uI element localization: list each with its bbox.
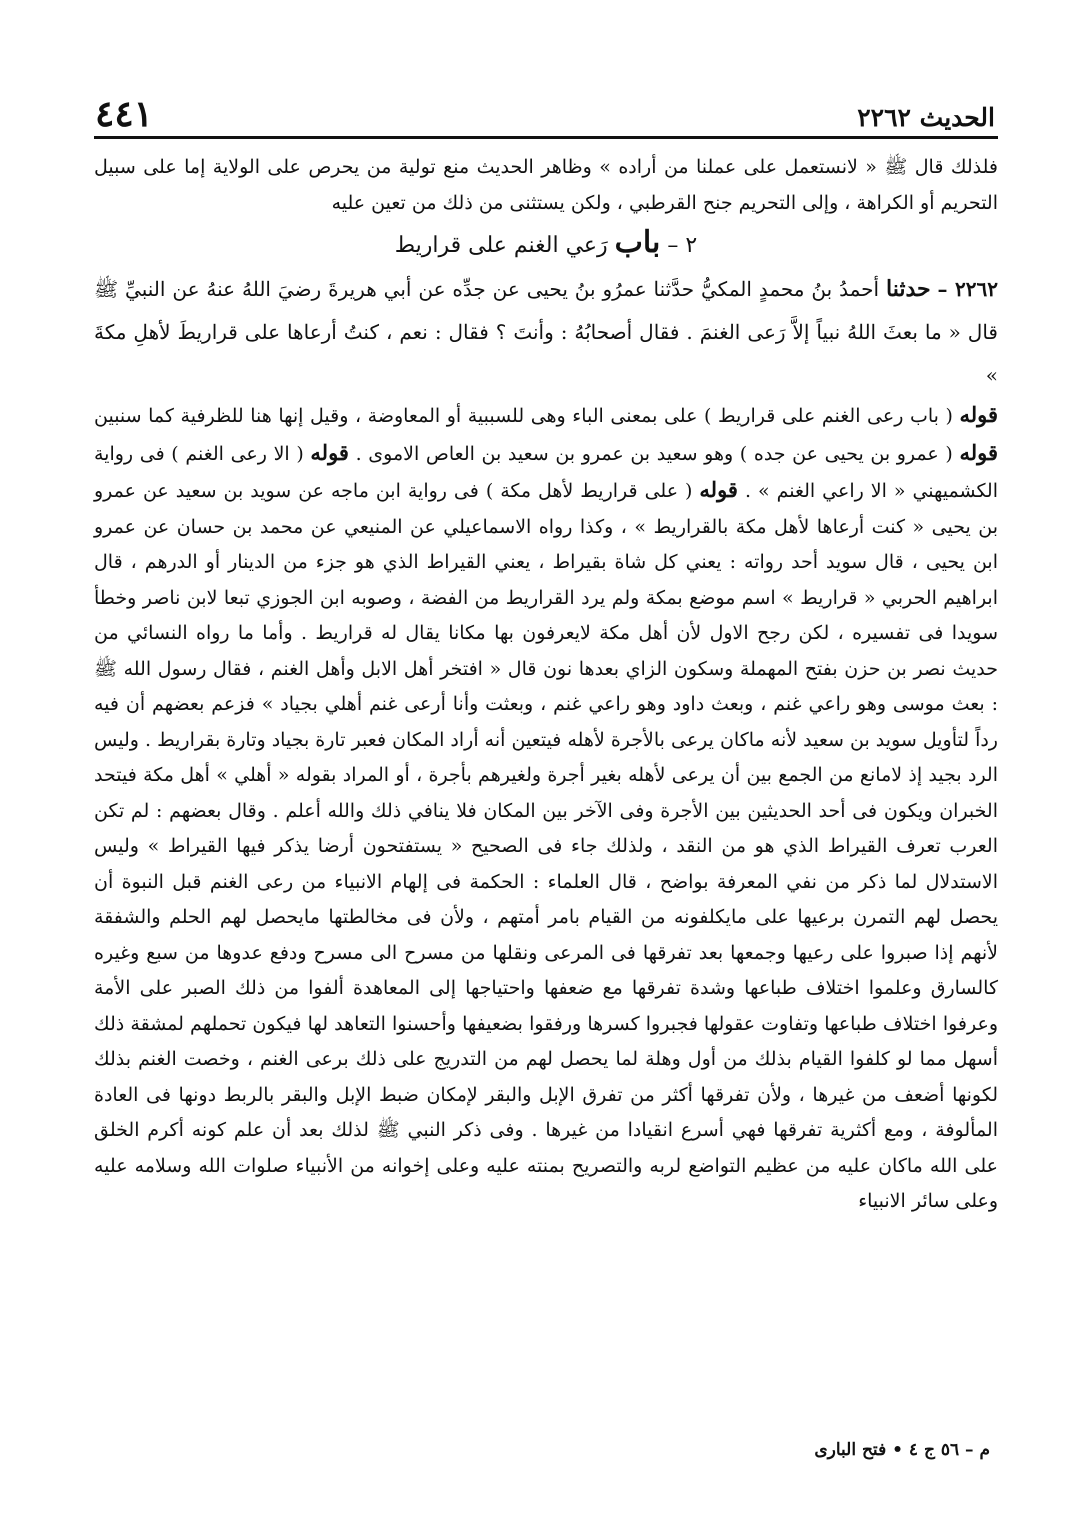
commentary-keyword: قوله [699, 477, 738, 502]
hadith-paragraph [94, 268, 998, 397]
page-header [95, 92, 995, 135]
running-head: الحديث ٢٢٦٢ [857, 103, 995, 132]
hadith-haddathana: حدثنا [886, 276, 931, 302]
intro-paragraph: فلذلك قال ﷺ « لانستعمل على عملنا من أراده » وظاهر الحديث منع تولية من يحرص على الولاية إما على سبيل التحريم أو الكراهة ، وإلى التحريم جنح القرطبي ، ولكن يستثنى من ذلك من تعين عليه [94, 156, 998, 214]
hadith-text: أحمدُ بنُ محمدٍ المكيُّ حدَّثنا عمرُو بنُ يحيى عن جدِّه عن أبي هريرةَ رضيَ اللهُ عنهُ عن النبيِّ ﷺ قال « ما بعثَ اللهُ نبياً إلاَّ رَعى الغنمَ . فقال أصحابُهُ : وأنتَ ؟ فقال : نعم ، كنتُ أرعاها على قراريطَ لأهلِ مكةَ » [94, 277, 998, 387]
chapter-number: ٢ – [667, 233, 698, 258]
commentary-text: ( عمرو بن يحيى عن جده ) وهو سعيد بن عمرو بن سعيد بن العاص الاموى . [355, 442, 953, 465]
page-number: ٤٤١ [95, 93, 154, 135]
page-body [94, 150, 998, 1220]
commentary [94, 397, 998, 1220]
commentary-text: ( على قراريط لأهل مكة ) فى رواية ابن ماجه عن سويد بن سعيد عن عمرو بن يحيى « كنت أرعاها لأهل مكة بالقراريط » ، وكذا رواه الاسماعيلي عن المنيعي عن محمد بن حسان عن عمرو ابن يحيى ، قال سويد أحد رواته : يعني كل شاة بقيراط ، يعني القيراط الذي هو جزء من الدينار أو الدرهم ، قال ابراهيم الحربي « قراريط » اسم موضع بمكة ولم يرد القراريط من الفضة ، وصوبه ابن الجوزي تبعا لابن ناصر وخطأ سويدا فى تفسيره ، لكن رجح الاول لأن أهل مكة لايعرفون بها مكانا يقال له قراريط . وأما ما رواه النسائي من حديث نصر بن حزن بفتح المهملة وسكون الزاي بعدها نون قال « افتخر أهل الابل وأهل الغنم ، فقال رسول الله ﷺ : بعث موسى وهو راعي غنم ، وبعث داود وهو راعي غنم ، وبعثت وأنا أرعى غنم أهلي بجياد » فزعم بعضهم أن فيه رداً لتأويل سويد بن سعيد لأنه ماكان يرعى بالأجرة لأهله فيتعين أنه أراد المكان فعبر تارة بجياد وتارة بقراريط . وليس الرد بجيد إذ لامانع من الجمع بين أن يرعى لأهله بغير أجرة ولغيرهم بأجرة ، أو المراد بقوله « أهلي » أهل مكة فيتحد الخبران ويكون فى أحد الحديثين بين الأجرة وفى الآخر بين المكان فلا ينافي ذلك والله أعلم . وقال بعضهم : لم تكن العرب تعرف القيراط الذي هو من النقد ، ولذلك جاء فى الصحيح « يستفتحون أرضا يذكر فيها القيراط » وليس الاستدلال لما ذكر من نفي المعرفة بواضح ، قال العلماء : الحكمة فى إلهام الانبياء من رعى الغنم قبل النبوة أن يحصل لهم التمرن برعيها على مايكلفونه من القيام بامر أمتهم ، ولأن فى مخالطتها مايحصل لهم الحلم والشفقة لأنهم إذا صبروا على رعيها وجمعها بعد تفرقها فى المرعى ونقلها من مسرح الى مسرح ودفع عدوها من سبع وغيره كالسارق وعلموا اختلاف طباعها وشدة تفرقها مع ضعفها واحتياجها إلى المعاهدة ألفوا من ذلك الصبر على الأمة وعرفوا اختلاف طباعها وتفاوت عقولها فجبروا كسرها ورفقوا بضعيفها وأحسنوا التعاهد لها فيكون تحملهم لمشقة ذلك أسهل مما لو كلفوا القيام بذلك من أول وهلة لما يحصل لهم من التدريج على ذلك برعى الغنم ، وخصت الغنم بذلك لكونها أضعف من غيرها ، ولأن تفرقها أكثر من تفرق الإبل والبقر لإمكان ضبط الإبل والبقر بالربط دونها فى العادة المألوفة ، ومع أكثرية تفرقها فهي أسرع انقيادا من غيرها . وفى ذكر النبي ﷺ لذلك بعد أن علم كونه أكرم الخلق على الله ماكان عليه من عظيم التواضع لربه والتصريح بمنته عليه وعلى إخوانه من الأنبياء صلوات الله وسلامه عليه وعلى سائر الانبياء [94, 480, 998, 1212]
hadith-number: ٢٢٦٢ – [937, 277, 999, 301]
commentary-text: ( الا رعى الغنم ) فى رواية الكشميهني « الا راعي الغنم » . [94, 442, 999, 502]
header-rule [94, 136, 998, 139]
chapter-heading [94, 221, 998, 268]
commentary-keyword: قوله [310, 439, 349, 465]
volume-signature: م – ٥٦ ج ٤ • فتح البارى [814, 1440, 990, 1460]
chapter-title: رَعي الغنم على قراريط [394, 233, 608, 258]
commentary-keyword: قوله [959, 402, 998, 427]
commentary-keyword: قوله [959, 439, 998, 465]
chapter-bab: باب [614, 225, 661, 260]
commentary-text: ( باب رعى الغنم على قراريط ) على بمعنى الباء وهى للسببية أو المعاوضة ، وقيل إنها هنا للظرفية كما سنبين [94, 405, 953, 427]
